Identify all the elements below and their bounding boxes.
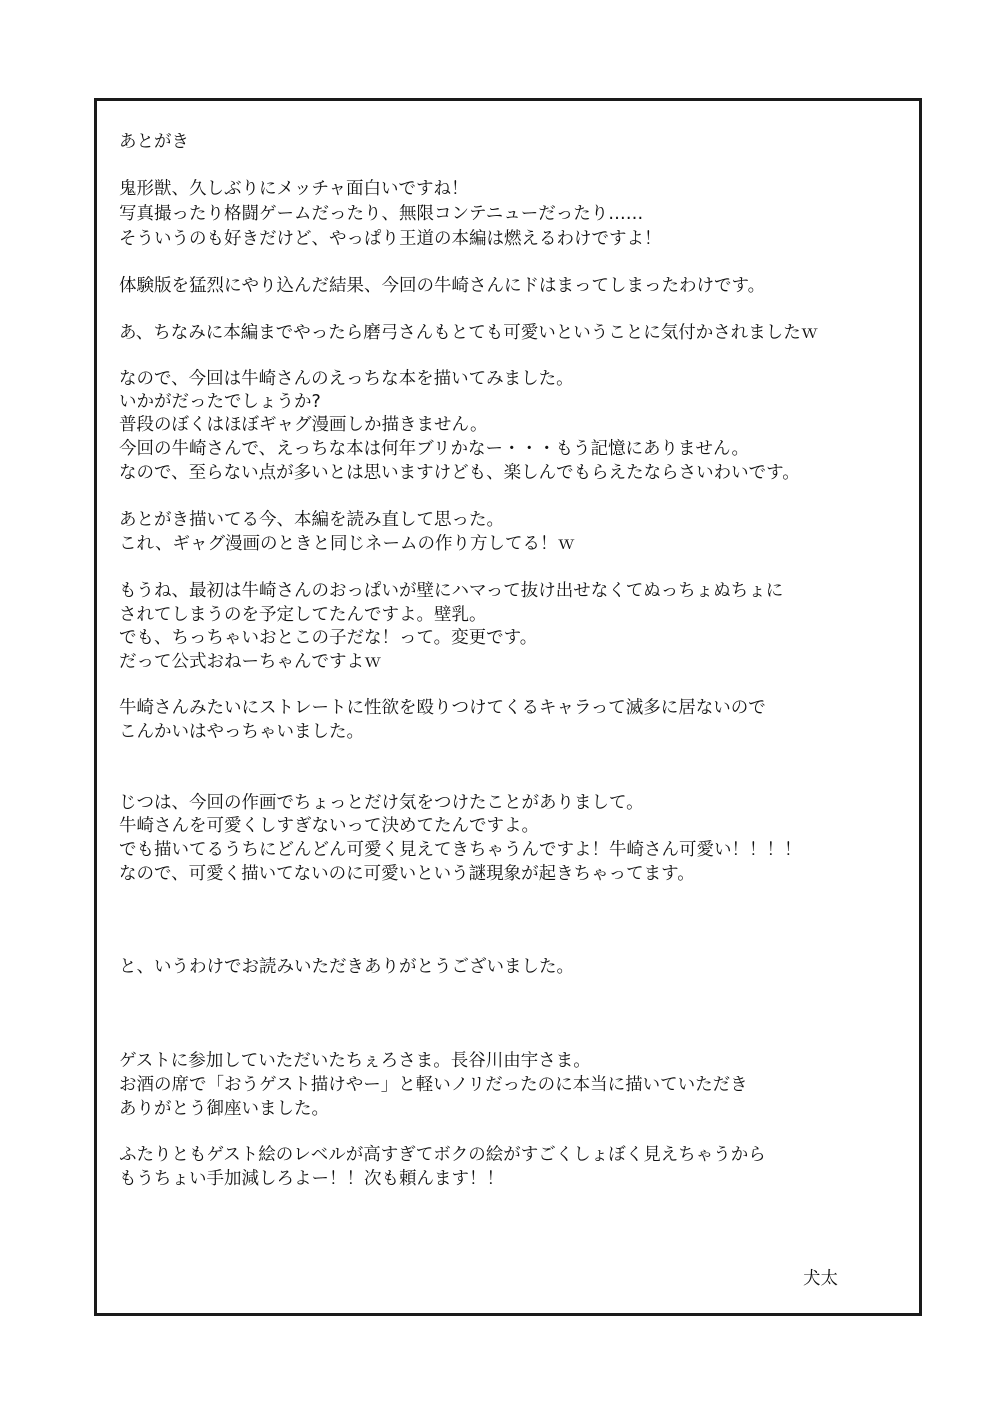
- author-signature: 犬太: [803, 1269, 838, 1289]
- text-line: あとがき描いてる今、本編を読み直して思った。: [119, 510, 504, 530]
- afterword-heading: あとがき: [119, 132, 189, 152]
- text-line: と、いうわけでお読みいただきありがとうございました。: [119, 957, 574, 977]
- text-line: これ、ギャグ漫画のときと同じネームの作り方してる！ｗ: [119, 534, 576, 554]
- text-line: でも描いてるうちにどんどん可愛く見えてきちゃうんですよ！牛崎さん可愛い！！！！: [119, 840, 802, 860]
- text-line: ありがとう御座いました。: [119, 1099, 329, 1119]
- text-line: 牛崎さんみたいにストレートに性欲を殴りつけてくるキャラって滅多に居ないので: [119, 698, 766, 718]
- text-line: じつは、今回の作画でちょっとだけ気をつけたことがありまして。: [119, 793, 644, 813]
- text-line: 普段のぼくはほぼギャグ漫画しか描きません。: [119, 415, 488, 435]
- text-line: 鬼形獣、久しぶりにメッチャ面白いですね！: [119, 179, 469, 199]
- text-line: そういうのも好きだけど、やっぱり王道の本編は燃えるわけですよ！: [119, 229, 662, 249]
- text-line: もうちょい手加減しろよー！！次も頼んます！！: [119, 1169, 504, 1189]
- text-line: もうね、最初は牛崎さんのおっぱいが壁にハマって抜け出せなくてぬっちょぬちょに: [119, 581, 784, 601]
- text-line: だって公式おねーちゃんですよｗ: [119, 652, 382, 672]
- text-line: 今回の牛崎さんで、えっちな本は何年ブリかなー・・・もう記憶にありません。: [119, 439, 749, 459]
- text-line: なので、至らない点が多いとは思いますけども、楽しんでもらえたならさいわいです。: [119, 463, 800, 483]
- text-line: でも、ちっちゃいおとこの子だな！って。変更です。: [119, 628, 538, 648]
- text-line: こんかいはやっちゃいました。: [119, 722, 364, 742]
- text-line: あ、ちなみに本編までやったら磨弓さんもとても可愛いということに気付かされましたｗ: [119, 323, 819, 343]
- text-line: お酒の席で「おうゲスト描けやー」と軽いノリだったのに本当に描いていただき: [119, 1075, 748, 1095]
- text-line: ゲストに参加していただいたちぇろさま。長谷川由宇さま。: [119, 1051, 591, 1071]
- text-line: 牛崎さんを可愛くしすぎないって決めてたんですよ。: [119, 816, 539, 836]
- text-line: 体験版を猛烈にやり込んだ結果、今回の牛崎さんにドはまってしまったわけです。: [119, 276, 766, 296]
- text-line: なので、今回は牛崎さんのえっちな本を描いてみました。: [119, 369, 574, 389]
- text-line: ふたりともゲスト絵のレベルが高すぎてボクの絵がすごくしょぼく見えちゃうから: [119, 1145, 766, 1165]
- text-line: 写真撮ったり格闘ゲームだったり、無限コンテニューだったり……: [119, 204, 644, 224]
- text-line: なので、可愛く描いてないのに可愛いという謎現象が起きちゃってます。: [119, 864, 695, 884]
- text-line: されてしまうのを予定してたんですよ。壁乳。: [119, 605, 487, 625]
- text-line: いかがだったでしょうか?: [119, 392, 321, 412]
